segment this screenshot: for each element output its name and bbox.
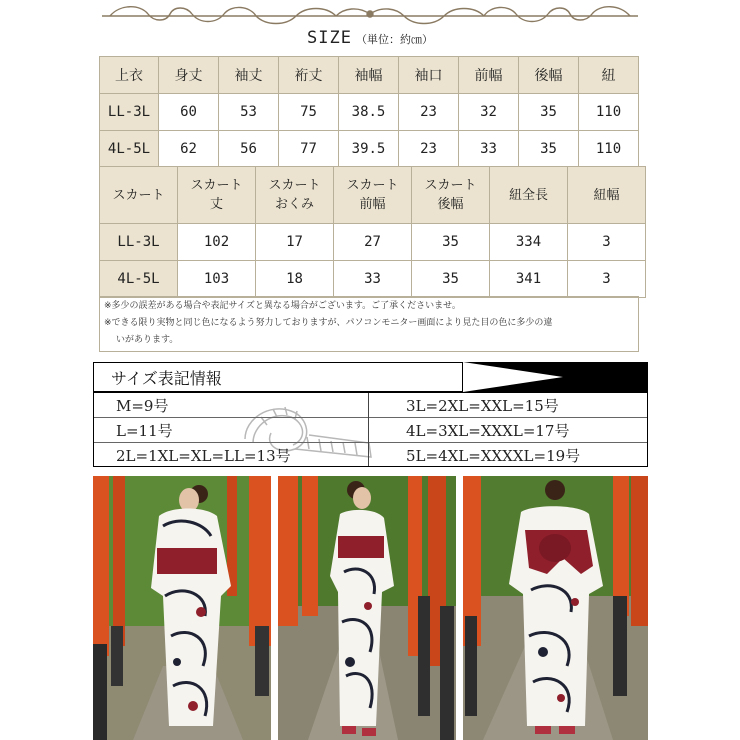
table-cell: 39.5 [339, 131, 399, 168]
table-row [100, 224, 646, 261]
table-header-row [100, 167, 646, 224]
table-cell: 53 [219, 94, 279, 131]
table-cell: 334 [490, 224, 568, 261]
row-label: LL-3L [100, 224, 178, 261]
size-info-banner [93, 362, 648, 392]
column-header: スカート おくみ [256, 167, 334, 224]
table-cell: 23 [399, 131, 459, 168]
column-header: 紐幅 [568, 167, 646, 224]
size-equivalence: L=11号 [116, 422, 173, 440]
table-cell: 3 [568, 224, 646, 261]
back-view-photo [463, 476, 648, 740]
table-row [100, 131, 639, 168]
column-header: 紐全長 [490, 167, 568, 224]
skirt-size-table [99, 166, 646, 298]
table-row [100, 94, 639, 131]
column-header: スカート [100, 167, 178, 224]
note-line: ※多少の誤差がある場合や表記サイズと異なる場合がございます。ご了承くださいませ。 [104, 301, 461, 311]
column-header: スカート 前幅 [334, 167, 412, 224]
note-line: いがあります。 [116, 335, 179, 345]
table-cell: 102 [178, 224, 256, 261]
column-header: 後幅 [519, 57, 579, 94]
size-equivalence: M=9号 [116, 397, 169, 415]
size-heading [0, 28, 740, 48]
front-view-photo [93, 476, 271, 740]
table-cell: 33 [459, 131, 519, 168]
notes-box [99, 296, 639, 352]
column-header: スカート 丈 [178, 167, 256, 224]
column-header: 袖口 [399, 57, 459, 94]
ornament-divider [100, 2, 640, 28]
column-header: 袖幅 [339, 57, 399, 94]
size-equivalence-box [93, 392, 648, 467]
table-cell: 62 [159, 131, 219, 168]
size-title: SIZE [307, 28, 352, 48]
table-cell: 60 [159, 94, 219, 131]
table-cell: 32 [459, 94, 519, 131]
size-info-title: サイズ表記情報 [111, 369, 222, 388]
table-cell: 75 [279, 94, 339, 131]
unit-label: （単位：約㎝） [355, 33, 433, 46]
table-header-row [100, 57, 639, 94]
side-view-photo [278, 476, 456, 740]
column-header: 裄丈 [279, 57, 339, 94]
size-equivalence: 3L=2XL=XXL=15号 [406, 397, 559, 415]
table-cell: 33 [334, 261, 412, 298]
table-cell: 27 [334, 224, 412, 261]
table-cell: 341 [490, 261, 568, 298]
table-cell: 77 [279, 131, 339, 168]
table-cell: 110 [579, 94, 639, 131]
table-row [100, 261, 646, 298]
table-cell: 38.5 [339, 94, 399, 131]
top-size-table [99, 56, 639, 168]
table-cell: 35 [412, 224, 490, 261]
table-cell: 3 [568, 261, 646, 298]
table-cell: 23 [399, 94, 459, 131]
size-equivalence: 5L=4XL=XXXXL=19号 [406, 447, 581, 465]
model-photos [93, 476, 648, 740]
size-equivalence: 2L=1XL=XL=LL=13号 [116, 447, 291, 465]
table-cell: 56 [219, 131, 279, 168]
banner-arrow [463, 362, 563, 392]
column-header: 前幅 [459, 57, 519, 94]
table-cell: 35 [519, 131, 579, 168]
note-line: ※できる限り実物と同じ色になるよう努力しておりますが、パソコンモニター画面により見た目の色に多少の違 [104, 318, 553, 328]
column-header: 上衣 [100, 57, 159, 94]
row-label: 4L-5L [100, 261, 178, 298]
table-cell: 110 [579, 131, 639, 168]
row-label: LL-3L [100, 94, 159, 131]
size-equivalence: 4L=3XL=XXXL=17号 [406, 422, 570, 440]
column-header: 身丈 [159, 57, 219, 94]
column-header: 袖丈 [219, 57, 279, 94]
table-cell: 35 [412, 261, 490, 298]
table-cell: 18 [256, 261, 334, 298]
table-cell: 17 [256, 224, 334, 261]
column-header: 紐 [579, 57, 639, 94]
table-cell: 35 [519, 94, 579, 131]
table-cell: 103 [178, 261, 256, 298]
column-header: スカート 後幅 [412, 167, 490, 224]
row-label: 4L-5L [100, 131, 159, 168]
